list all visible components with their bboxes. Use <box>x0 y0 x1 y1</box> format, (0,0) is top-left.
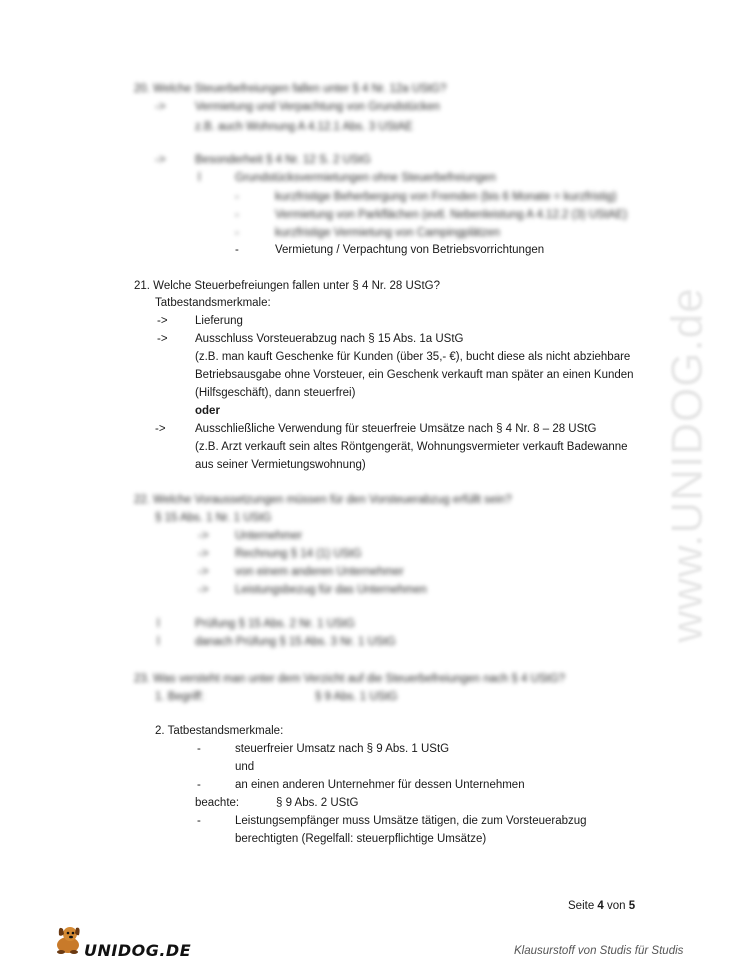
q23-title: 23. Was versteht man unter dem Verzicht auf die Steuerbefreiungen nach § 4 UStG? <box>134 673 566 685</box>
q20-title: 20. Welche Steuerbefreiungen fallen unter § 4 Nr. 12a UStG? <box>134 83 447 95</box>
footer-tagline: Klausurstoff von Studis für Studis <box>514 945 684 957</box>
q23-item-1: steuerfreier Umsatz nach § 9 Abs. 1 UStG <box>235 743 450 755</box>
q23-label-2: 2. Tatbestandsmerkmale: <box>155 725 284 737</box>
q23-item-3-line-2: berechtigten (Regelfall: steuerpflichtige Umsätze) <box>235 833 487 845</box>
q21-oder: oder <box>195 405 220 417</box>
q23-beachte-ref: § 9 Abs. 2 UStG <box>276 797 359 809</box>
q23-beachte: beachte: <box>195 797 240 809</box>
q20-line-3: Besonderheit § 4 Nr. 12 S. 2 UStG <box>195 154 371 166</box>
q20-arrow: -> <box>155 101 166 113</box>
q20-bullet-4: Vermietung / Verpachtung von Betriebsvorrichtungen <box>275 244 545 256</box>
q22-arrow-1: -> <box>198 530 209 542</box>
q22-mark-1: l <box>157 618 160 630</box>
q20-bullet-3: kurzfristige Vermietung von Campingplätzen <box>275 227 501 239</box>
q21-arrow-3: -> <box>155 423 166 435</box>
q21-title: 21. Welche Steuerbefreiungen fallen unter § 4 Nr. 28 UStG? <box>134 280 441 292</box>
q23-item-2: an einen anderen Unternehmer für dessen Unternehmen <box>235 779 525 791</box>
q20-dash-2: - <box>235 209 239 221</box>
q21-subtitle: Tatbestandsmerkmale: <box>155 297 271 309</box>
q21-item-2-line-3: (Hilfsgeschäft), dann steuerfrei) <box>195 387 356 399</box>
q21-item-3-line-1: (z.B. Arzt verkauft sein altes Röntgengerät, Wohnungsvermieter verkauft Badewanne <box>195 441 628 453</box>
q20-arrow-2: -> <box>155 154 166 166</box>
q23-dash-2: - <box>197 779 201 791</box>
q23-begriff: 1. Begriff: <box>155 691 205 703</box>
q20-line-2: z.B. auch Wohnung A 4.12.1 Abs. 3 UStAE <box>195 121 413 133</box>
q21-arrow-1: -> <box>157 315 168 327</box>
watermark: www.UNIDOG.de <box>663 287 713 643</box>
q22-check-1: Prüfung § 15 Abs. 2 Nr. 1 UStG <box>195 618 355 630</box>
unidog-logo <box>52 926 191 960</box>
q23-item-3-line-1: Leistungsempfänger muss Umsätze tätigen, die zum Vorsteuerabzug <box>235 815 587 827</box>
q20-bullet-1: kurzfristige Beherbergung von Fremden (bis 6 Monate = kurzfristig) <box>275 191 617 203</box>
q22-subtitle: § 15 Abs. 1 Nr. 1 UStG <box>155 512 272 524</box>
q21-item-2-line-1: (z.B. man kauft Geschenke für Kunden (über 35,- €), bucht diese als nicht abziehbare <box>195 351 631 363</box>
q23-dash-3: - <box>197 815 201 827</box>
q22-bullet-1: Unternehmer <box>235 530 303 542</box>
q20-bullet-2: Vermietung von Parkflächen (evtl. Nebenleistung A 4.12.2 (3) UStAE) <box>275 209 628 221</box>
q22-bullet-2: Rechnung § 14 (1) UStG <box>235 548 362 560</box>
q20-line-4: Grundstücksvermietungen ohne Steuerbefreiungen <box>235 172 496 184</box>
q20-dash-4: - <box>235 244 239 256</box>
q22-check-2: danach Prüfung § 15 Abs. 3 Nr. 1 UStG <box>195 636 396 648</box>
dog-icon <box>52 923 82 960</box>
q20-dash-1: - <box>235 191 239 203</box>
q21-item-2-line-2: Betriebsausgabe ohne Vorsteuer, ein Geschenk verkauft man später an einen Kunden <box>195 369 634 381</box>
q20-dash-3: - <box>235 227 239 239</box>
q21-item-2: Ausschluss Vorsteuerabzug nach § 15 Abs. 1a UStG <box>195 333 464 345</box>
q22-arrow-4: -> <box>198 584 209 596</box>
q21-arrow-2: -> <box>157 333 168 345</box>
q22-arrow-2: -> <box>198 548 209 560</box>
q20-line-1: Vermietung und Verpachtung von Grundstücken <box>195 101 440 113</box>
q22-bullet-4: Leistungsbezug für das Unternehmen <box>235 584 427 596</box>
q21-item-3-line-2: aus seiner Vermietungswohnung) <box>195 459 366 471</box>
logo-text: UNIDOG.DE <box>84 941 192 960</box>
q23-dash-1: - <box>197 743 201 755</box>
q22-arrow-3: -> <box>198 566 209 578</box>
page-number: Seite 4 von 5 <box>568 900 636 912</box>
q22-title: 22. Welche Voraussetzungen müssen für den Vorsteuerabzug erfüllt sein? <box>134 494 512 506</box>
q23-und: und <box>235 761 255 773</box>
q22-mark-2: l <box>157 636 160 648</box>
q23-begriff-ref: § 9 Abs. 1 UStG <box>315 691 398 703</box>
q22-bullet-3: von einem anderen Unternehmer <box>235 566 404 578</box>
q21-item-1: Lieferung <box>195 315 243 327</box>
q21-item-3: Ausschließliche Verwendung für steuerfreie Umsätze nach § 4 Nr. 8 – 28 UStG <box>195 423 597 435</box>
q20-mark: l <box>198 172 201 184</box>
